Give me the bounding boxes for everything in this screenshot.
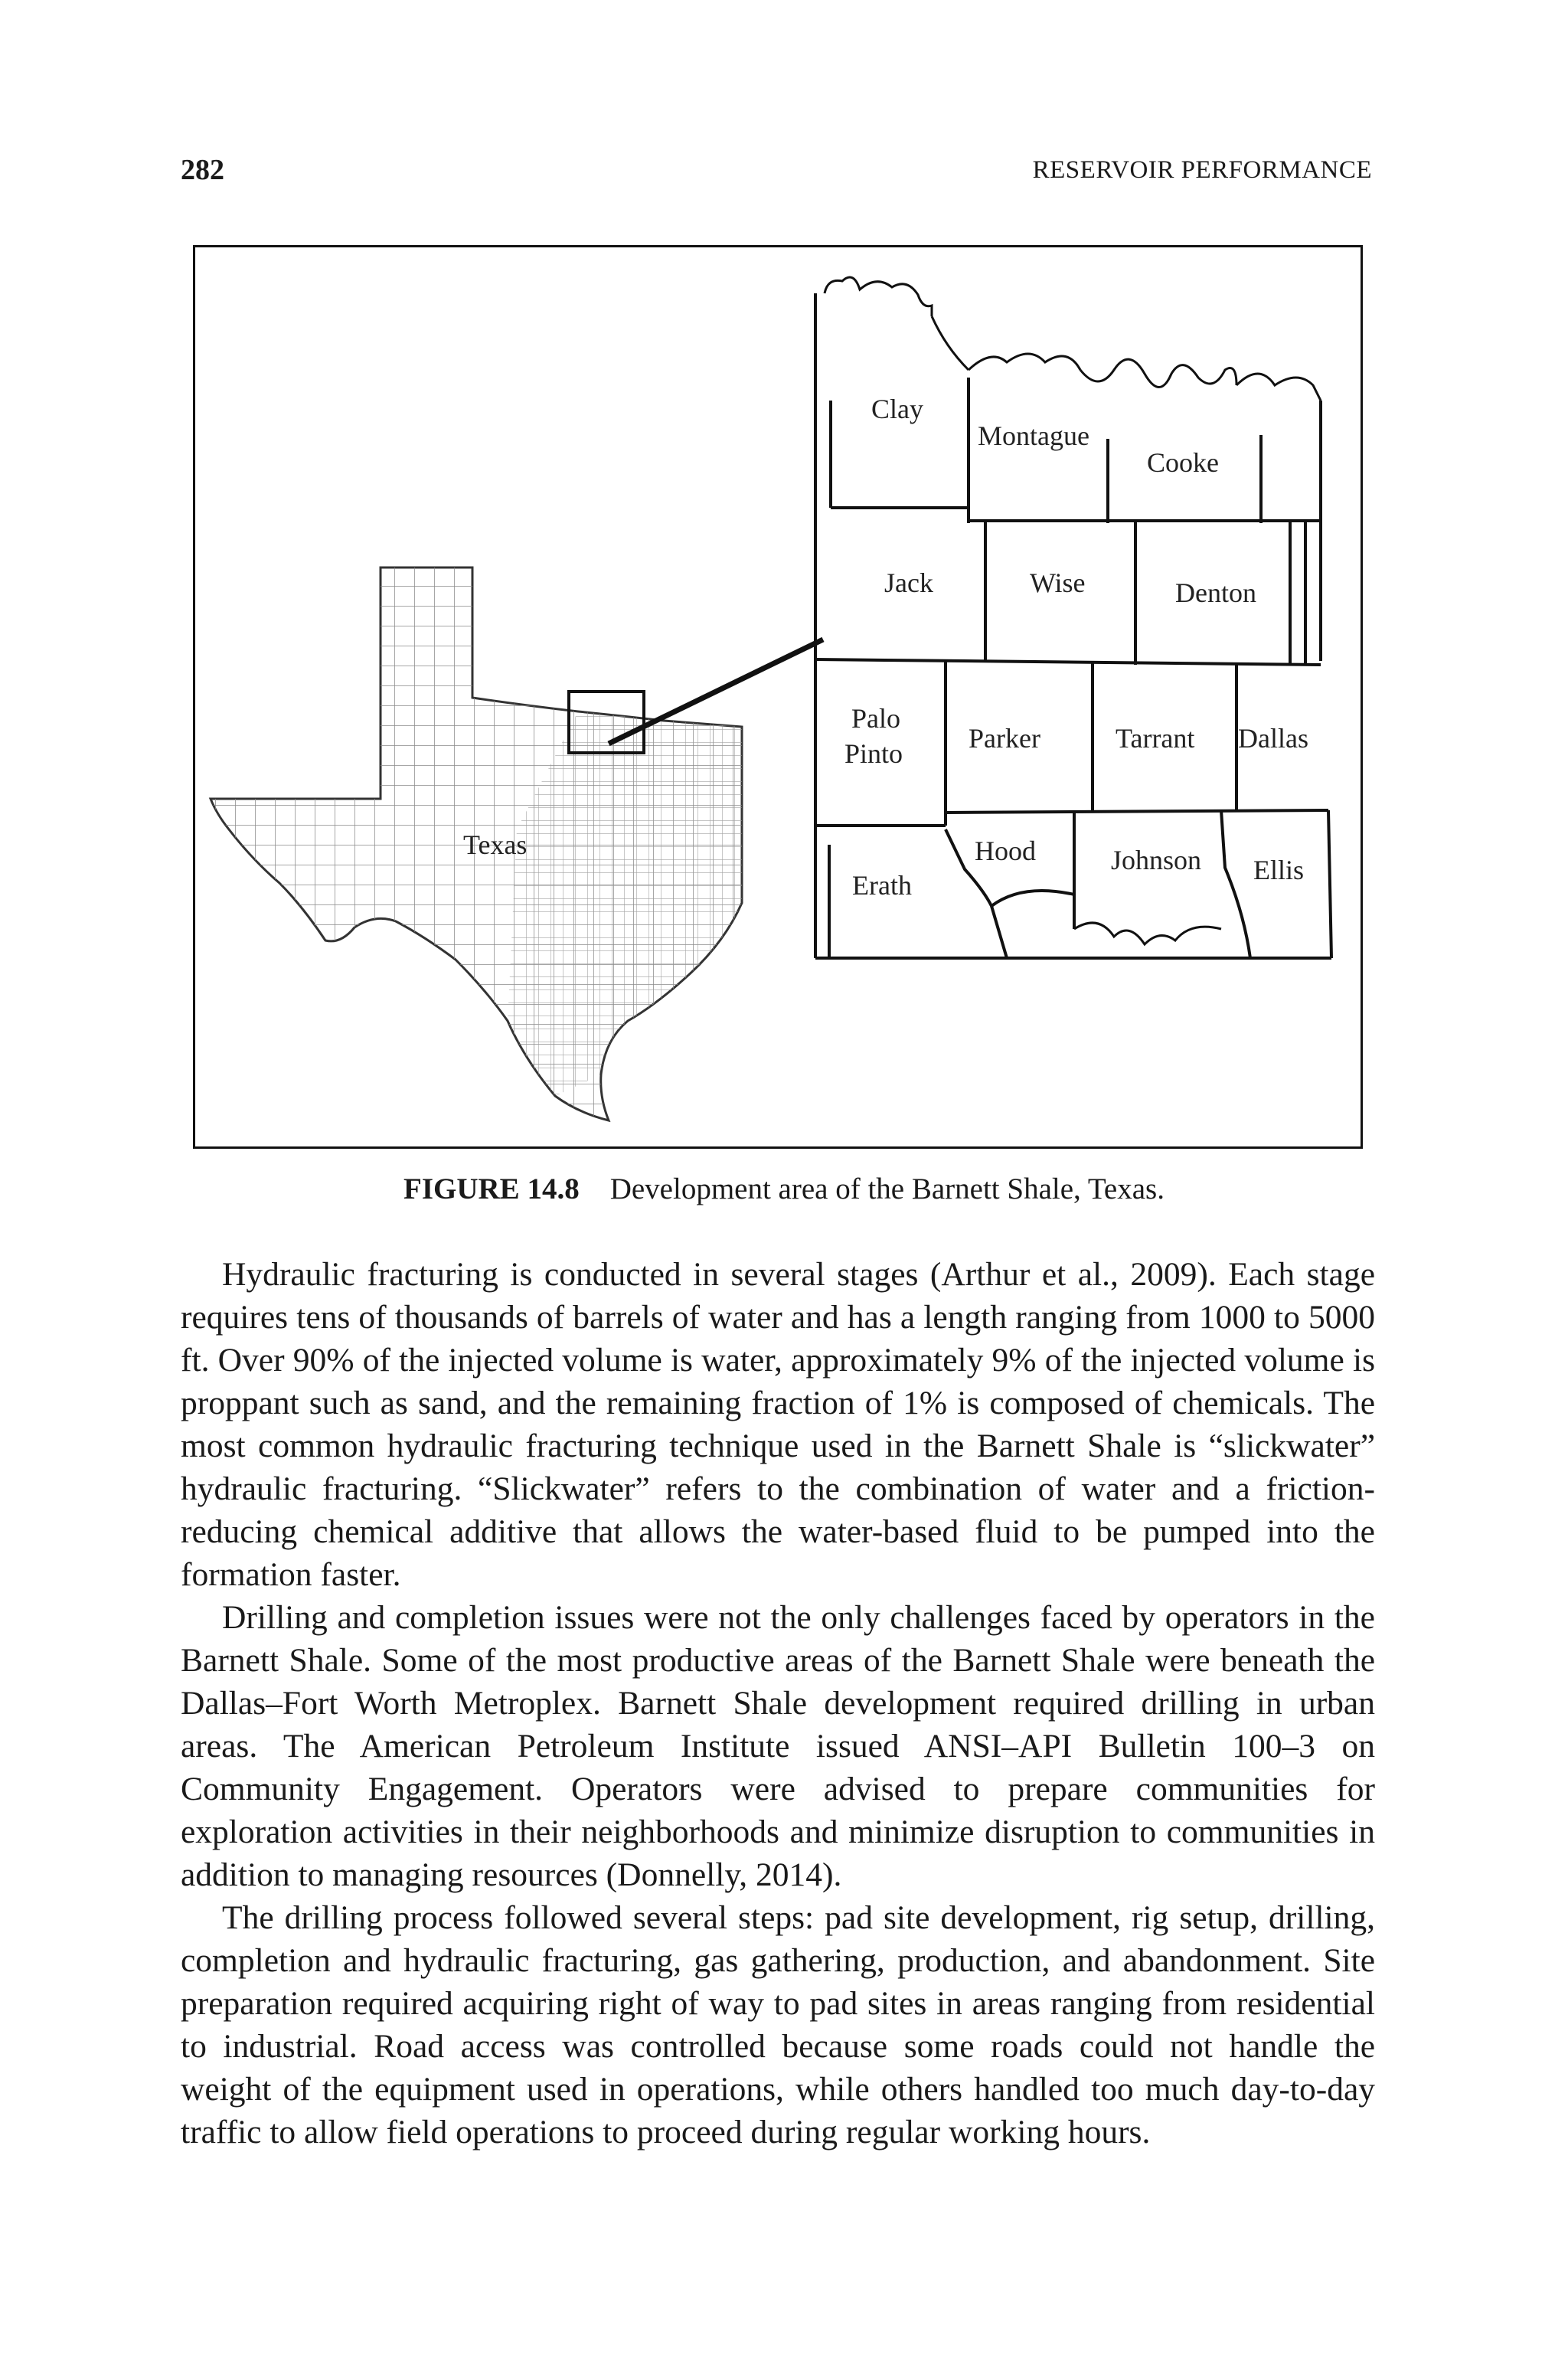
county-palo-pinto-line1: Palo bbox=[851, 703, 901, 734]
paragraph-1: Hydraulic fracturing is conducted in several stages (Arthur et al., 2009). Each stage requires tens of thousands of barrels of water and has a length ranging from 1000 to 5000 ft. Over 90% of the injected volume is water, approximately 9% of the injected volume is proppant such as sand, and the remaining fraction of 1% is composed of chemicals. The most common hydraulic fracturing technique used in the Barnett Shale is “slickwater” hydraulic fracturing. “Slickwater” refers to the combination of water and a friction-reducing chemical additive that allows the water-based fluid to be pumped into the formation faster. bbox=[181, 1256, 1375, 1593]
figure-frame bbox=[193, 245, 1363, 1149]
body-text bbox=[181, 1253, 1375, 2154]
paragraph-2: Drilling and completion issues were not the only challenges faced by operators in the Barnett Shale. Some of the most productive areas of the Barnett Shale were beneath the Dallas–Fort Worth Metroplex. Barnett Shale development required drilling in urban areas. The American Petroleum Institute issued ANSI–API Bulletin 100–3 on Community Engagement. Operators were advised to prepare communities for exploration activities in their neighborhoods and minimize disruption to communities in addition to managing resources (Donnelly, 2014). bbox=[181, 1599, 1375, 1893]
county-hood: Hood bbox=[975, 836, 1036, 866]
county-erath: Erath bbox=[852, 870, 912, 901]
paragraph-3: The drilling process followed several steps: pad site development, rig setup, drilling, completion and hydraulic fracturing, gas gathering, production, and abandonment. Site preparation required acquiring right of way to pad sites in areas ranging from residential to industrial. Road access was controlled because some roads could not handle the weight of the equipment used in operations, while others handled too much day-to-day traffic to allow field operations to proceed during regular working hours. bbox=[181, 1899, 1375, 2150]
county-wise: Wise bbox=[1030, 567, 1086, 598]
barnett-shale-map bbox=[195, 247, 1361, 1146]
county-johnson: Johnson bbox=[1111, 845, 1202, 875]
county-dallas: Dallas bbox=[1238, 723, 1308, 754]
county-clay: Clay bbox=[871, 394, 923, 424]
texas-state-map bbox=[211, 567, 742, 1120]
county-parker: Parker bbox=[969, 723, 1040, 754]
figure-caption-label: FIGURE 14.8 bbox=[403, 1173, 580, 1205]
running-title: RESERVOIR PERFORMANCE bbox=[1032, 156, 1372, 184]
county-jack: Jack bbox=[884, 567, 933, 598]
page-number: 282 bbox=[181, 154, 224, 186]
figure-caption-text: Development area of the Barnett Shale, Texas. bbox=[609, 1173, 1165, 1205]
county-ellis: Ellis bbox=[1253, 855, 1305, 885]
county-cooke: Cooke bbox=[1147, 447, 1219, 478]
figure-caption bbox=[0, 1172, 1568, 1206]
county-palo-pinto-line2: Pinto bbox=[844, 738, 903, 769]
texas-label: Texas bbox=[463, 829, 528, 860]
county-montague: Montague bbox=[978, 420, 1089, 451]
county-denton: Denton bbox=[1175, 577, 1256, 608]
county-tarrant: Tarrant bbox=[1116, 723, 1195, 754]
